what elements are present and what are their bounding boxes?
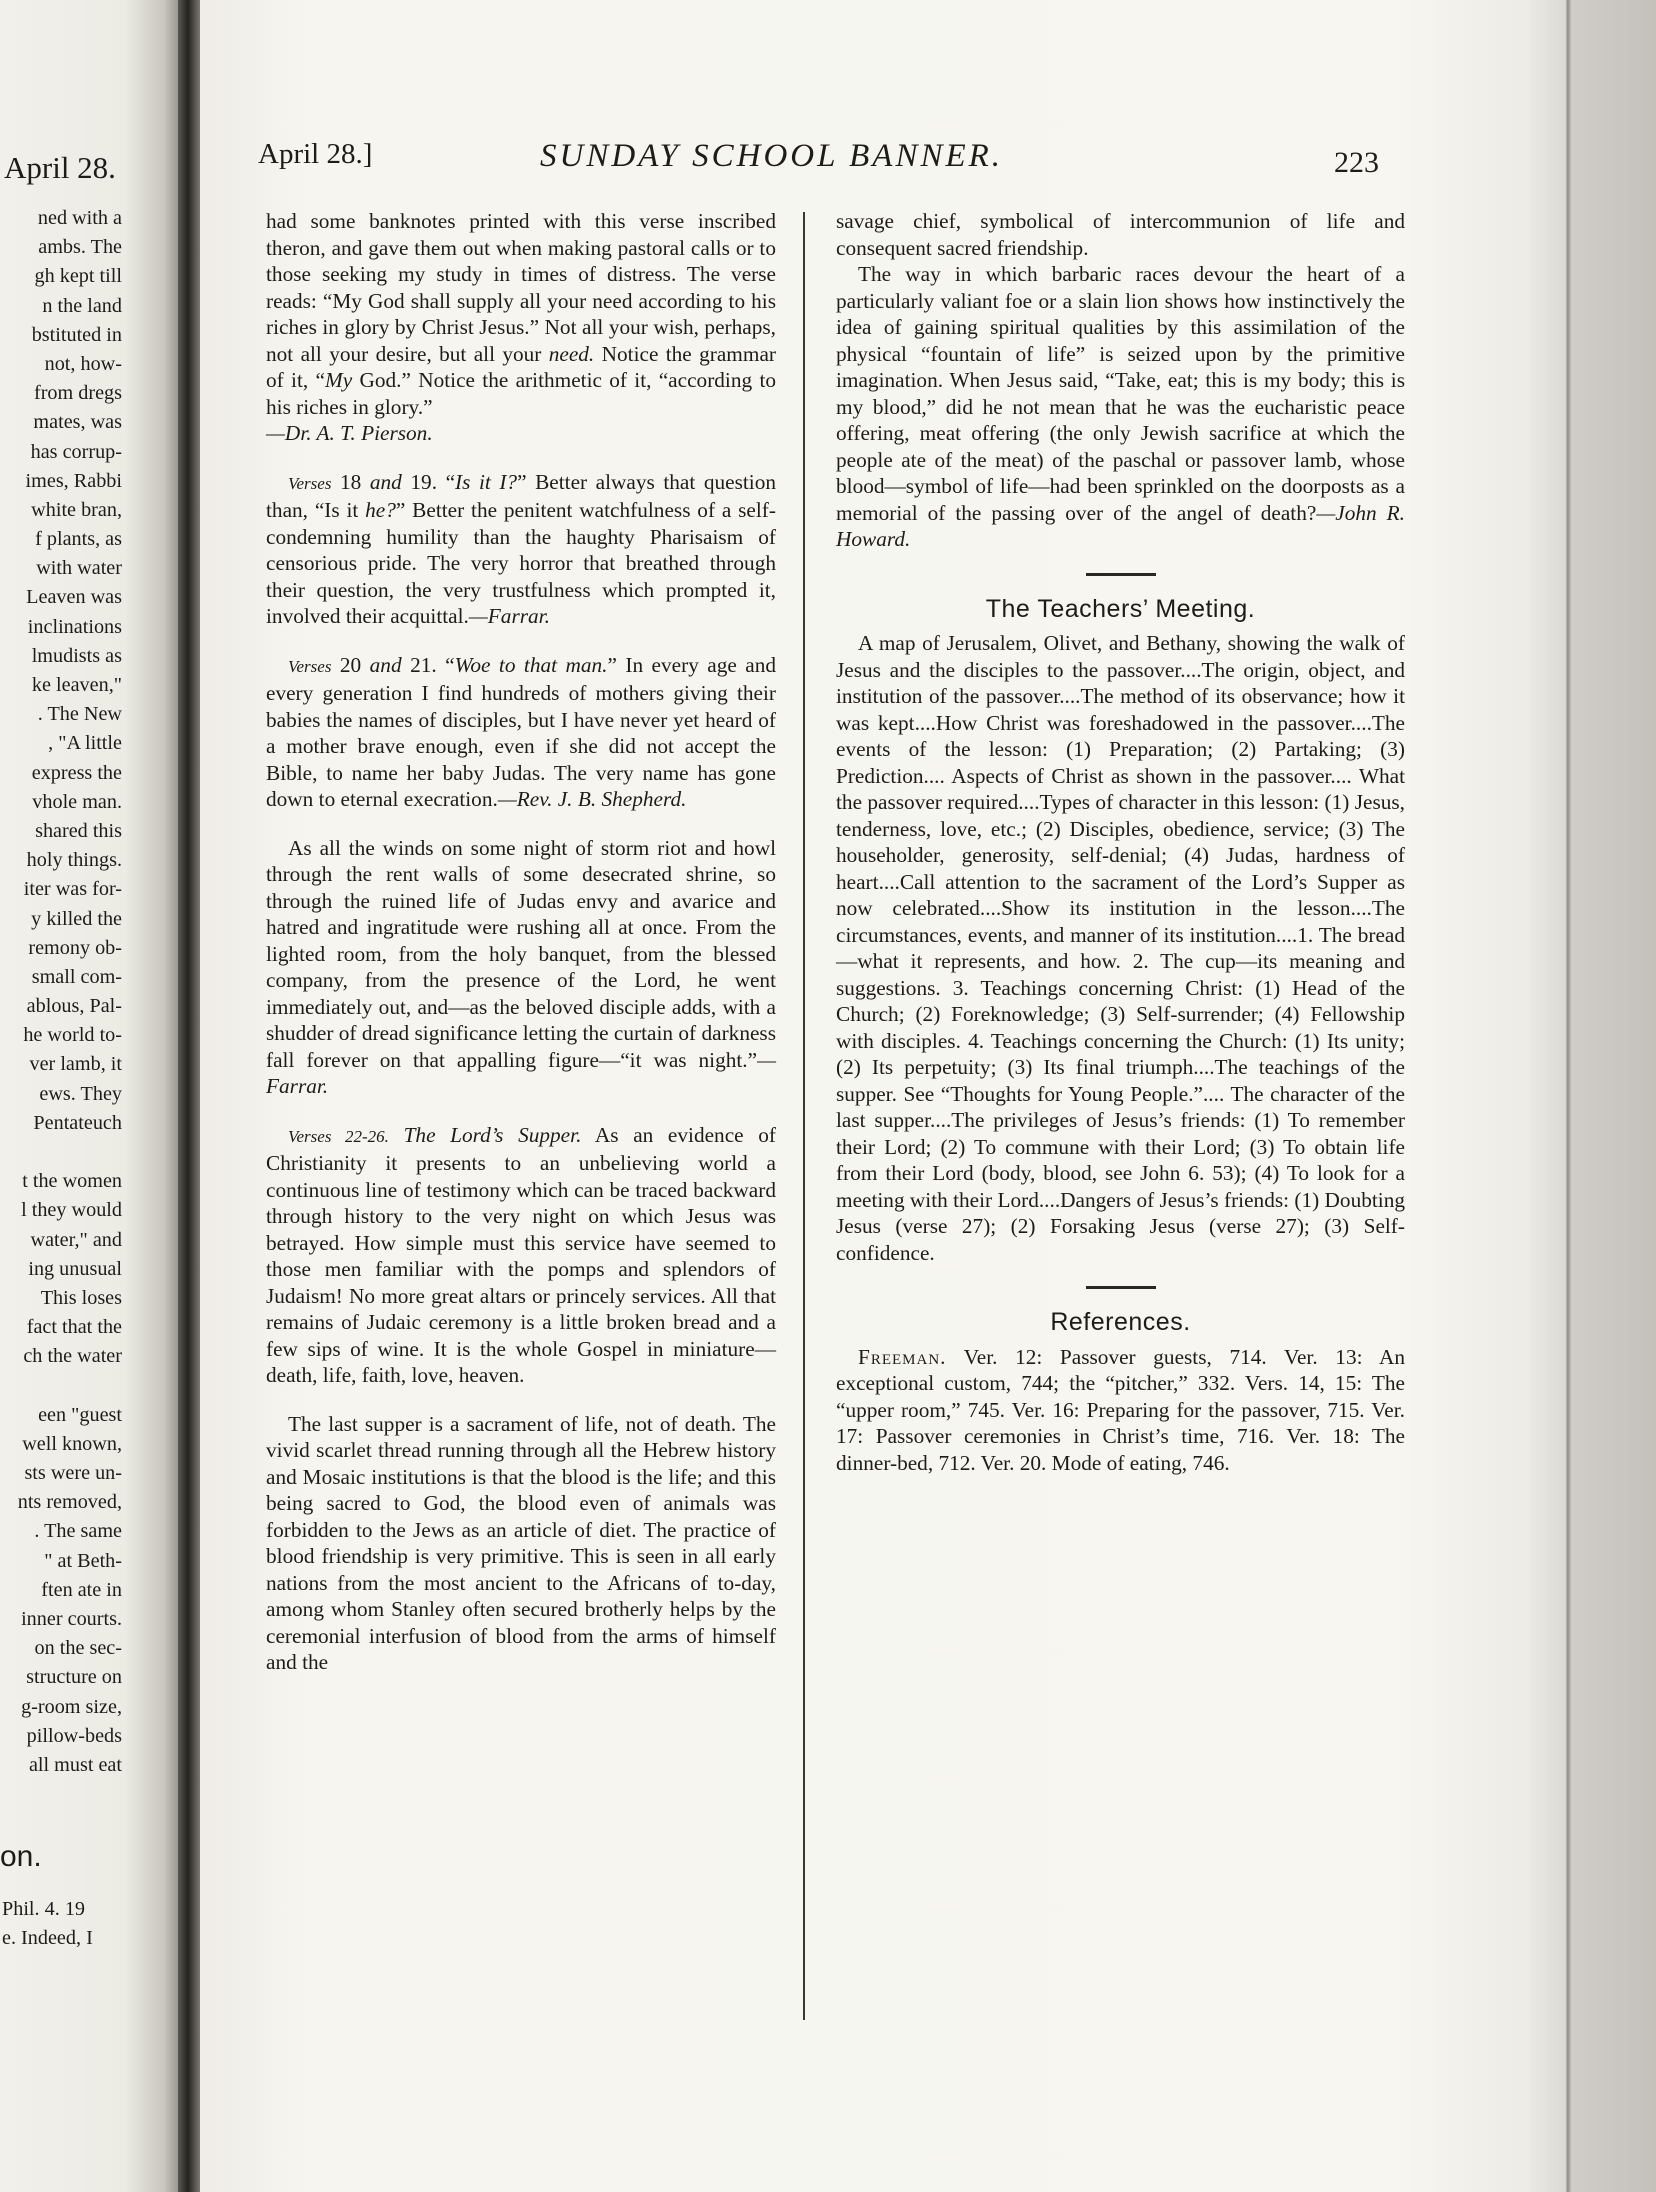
paragraph-judas: As all the winds on some night of storm riot and howl through the rent walls of some desecrated shrine, so through the ruined life of Judas envy and avarice and hatred and ingratitude were rushing all at once. From the lighted room, from the holy banquet, from the blessed company, from the presence of the Lord, he went immediately out, and—as the beloved disciple adds, with a shudder of dread significance letting the curtain of darkness fall forever on that appalling figure—“it was night.”—Farrar. — [266, 835, 776, 1098]
left-page-fragment-line: ablous, Pal- — [26, 995, 122, 1018]
left-page-fragment-line: structure on — [26, 1666, 122, 1689]
paragraph-sacrament: The last supper is a sacrament of life, not of death. The vivid scarlet thread running through all the Hebrew history and Mosaic institutions is that the blood is the life; and this being sacred to God, the blood even of animals was forbidden to the Jews as an article of diet. The practice of blood friendship is very primitive. This is seen in all early nations from the most ancient to the Africans of to-day, among whom Stanley often secured brotherly helps by the ceremonial interfusion of blood from the arms of himself and the — [266, 1411, 776, 1674]
left-page-fragment-line — [0, 1138, 122, 1167]
left-page-fragment-line: gh kept till — [34, 265, 122, 288]
left-page-section-fragment: on. — [0, 1840, 42, 1873]
left-page-fragment-line: fact that the — [26, 1316, 122, 1339]
left-page-fragment-line: lmudists as — [31, 644, 122, 667]
left-page-fragment-line: This loses — [40, 1286, 122, 1309]
running-head — [200, 138, 1530, 188]
left-page-fragment-line: has corrup- — [30, 440, 122, 463]
references-text: Freeman. Ver. 12: Passover guests, 714. Ver. 13: An exceptional custom, 744; the “pitcher,” 332. Vers. 14, 15: The “upper room,” 745. Ver. 16: Preparing for the passover, 715. Ver. 17: Passover ceremonies in Christ’s time, 716. Ver. 18: The dinner-bed, 712. Ver. 20. Mode of eating, 746. — [836, 1344, 1405, 1475]
attribution: —John R. Howard. — [836, 500, 1405, 551]
left-page-fragment-line: he world to- — [23, 1024, 122, 1047]
left-page-fragment-line: not, how- — [44, 352, 122, 375]
attribution: —Farrar. — [468, 604, 550, 628]
left-page-fragment-line: nts removed, — [17, 1491, 122, 1514]
left-page-fragment-line: ambs. The — [38, 236, 122, 259]
attribution: —Dr. A. T. Pierson. — [266, 421, 433, 445]
left-page-fragment-line: pillow-beds — [26, 1724, 122, 1747]
left-page-fragment-line: ke leaven," — [31, 674, 122, 696]
left-page-fragment-line: " at Beth- — [44, 1549, 122, 1572]
paragraph-verses-20-21: Verses 20 and 21. “Woe to that man.” In every age and every generation I find hundreds of mothers giving their babies the names of disciples, but I have never yet heard of a mother brave enough, even if she did not accept the Bible, to name her baby Judas. The very name has gone down to eternal execration.—Rev. J. B. Shepherd. — [266, 652, 777, 811]
left-page-fragment-line: all must eat — [28, 1753, 122, 1776]
left-page-text-fragments — [0, 204, 122, 1780]
left-page-fragment-line: Leaven was — [26, 586, 122, 609]
left-page-fragment-line: mates, was — [33, 411, 122, 434]
journal-title: SUNDAY SCHOOL BANNER. — [540, 138, 1004, 174]
attribution: —Farrar. — [266, 1047, 776, 1098]
left-page-fragment-line: vhole man. — [32, 790, 122, 813]
left-page-fragment-line: on the sec- — [34, 1637, 122, 1660]
left-page-fragment-line: remony ob- — [28, 936, 122, 959]
paragraph-verses-18-19: Verses 18 and 19. “Is it I?” Better always that question than, “Is it he?” Better the penitent watchfulness of a self-condemning humility than the haughty Pharisaism of censorious pride. The very horror that breathed through their question, the very trustfulness which prompted it, involved their acquittal.—Farrar. — [266, 469, 777, 628]
left-page-fragment-line: iter was for- — [23, 878, 122, 901]
left-page-fragment-line: well known, — [22, 1432, 122, 1455]
main-page — [200, 0, 1530, 2192]
book-gutter — [178, 0, 200, 2192]
left-page-fragment-line: sts were un- — [24, 1462, 122, 1485]
left-page-fragment-line: n the land — [42, 294, 122, 317]
left-page-fragment-line: ing unusual — [28, 1257, 122, 1280]
paragraph-savage-chief: savage chief, symbolical of intercommunion of life and consequent sacred friendship. — [836, 209, 1405, 260]
left-page-fragment-line: water," and — [30, 1228, 122, 1251]
teachers-meeting-text: A map of Jerusalem, Olivet, and Bethany, showing the walk of Jesus and the disciples to the passover....The origin, object, and institution of the passover....The method of its observance; how it was kept....How Christ was foreshadowed in the passover....The events of the lesson: (1) Preparation; (2) Partaking; (3) Prediction.... Aspects of Christ as shown in the passover.... What the passover required....Types of character in this lesson: (1) Jesus, tenderness, love, etc.; (2) Disciples, obedience, service; (3) The householder, generosity, self-denial; (4) Judas, hardness of heart....Call attention to the sacrament of the Lord’s Supper as now celebrated....Show its institution in the lesson....The circumstances, events, and manner of its institution....1. The bread—what it represents, and how. 2. The cup—its meaning and suggestions. 3. Teachings concerning Christ: (1) Head of the Church; (2) Foreknowledge; (3) Self-surrender; (4) Fellowship with disciples. 4. Teachings concerning the Church: (1) Its unity; (2) Its perpetuity; (3) Its final triumph....The teachings of the supper. See “Thoughts for Young People.”.... The character of the last supper....The privileges of Jesus’s friends: (1) To remember their Lord; (2) To commune with their Lord; (3) To obtain life from their Lord (body, blood, see John 6. 53); (4) To look for a meeting with their Lord....Dangers of Jesus’s friends: (1) Doubting Jesus (verse 27); (2) Forsaking Jesus (verse 27); (3) Self-confidence. — [836, 631, 1405, 1265]
left-page-fragment-line: inner courts. — [21, 1608, 122, 1630]
left-page-fragment-line: express the — [31, 761, 122, 784]
left-page-fragment-line: een "guest — [38, 1403, 122, 1426]
page-edge — [1530, 0, 1656, 2192]
left-column — [266, 208, 776, 1676]
left-page-fragment-line: . The New — [37, 703, 122, 726]
left-page-fragment-line: shared this — [35, 819, 122, 842]
left-page-fragment-line: holy things. — [26, 849, 122, 872]
left-page-header: April 28. — [4, 150, 116, 185]
references-heading: References. — [1050, 1308, 1191, 1336]
section-rule — [1086, 573, 1156, 576]
left-page-fragment-line — [0, 1372, 122, 1401]
left-page-fragment-line: from dregs — [33, 382, 122, 405]
left-page-fragment-line: f plants, as — [35, 528, 122, 551]
column-divider — [803, 212, 805, 2020]
left-page-fragment-line: t the women — [22, 1170, 122, 1193]
teachers-meeting-heading: The Teachers’ Meeting. — [985, 594, 1256, 623]
left-page-fragment-line: small com- — [31, 965, 122, 988]
left-page-bottom-line: Phil. 4. 19 — [2, 1898, 86, 1920]
left-facing-page — [0, 0, 178, 2192]
left-page-fragment-line: y killed the — [31, 907, 122, 930]
attribution: —Rev. J. B. Shepherd. — [497, 787, 687, 811]
left-page-fragment-line: bstituted in — [31, 323, 122, 346]
left-page-fragment-line: ch the water — [23, 1345, 122, 1368]
section-rule — [1086, 1286, 1156, 1289]
left-page-fragment-line: ver lamb, it — [29, 1053, 122, 1076]
right-column — [836, 208, 1405, 1476]
issue-date: April 28.] — [258, 138, 373, 170]
left-page-bottom-line: e. Indeed, I — [2, 1927, 93, 1950]
paragraph-lords-supper: Verses 22-26. The Lord’s Supper. As an evidence of Christianity it presents to an unbelieving world a continuous line of testimony which can be traced backward through history to the very night on which Jesus was betrayed. How simple must this service have seemed to those men familiar with the pomps and splendors of Judaism! No more great altars or princely services. All that remains of Judaic ceremony is a little broken bread and a few sips of wine. It is the whole Gospel in miniature—death, life, faith, love, heaven. — [266, 1122, 776, 1387]
paragraph-pierson: had some banknotes printed with this verse inscribed theron, and gave them out when making pastoral calls or to those seeking my study in times of distress. The verse reads: “My God shall supply all your need according to his riches in glory by Christ Jesus.” Not all your wish, perhaps, not all your desire, but all your need. Notice the grammar of it, “My God.” Notice the arithmetic of it, “according to his riches in glory.” —Dr. A. T. Pierson. — [266, 209, 777, 445]
left-page-fragment-line: inclinations — [27, 615, 122, 638]
left-page-fragment-line: ned with a — [37, 207, 122, 229]
left-page-bottom-fragments — [0, 1895, 175, 1953]
paragraph-barbaric-races: The way in which barbaric races devour the heart of a particularly valiant foe or a slain lion shows how instinctively the idea of gaining spiritual qualities by this assimilation of the physical “fountain of life” is seized upon by the primitive imagination. When Jesus said, “Take, eat; this is my body; this is my blood,” did he not mean that he was the eucharistic peace offering, meat offering (the only Jewish sacrifice at which the people ate of the meat) of the paschal or passover lamb, whose blood—symbol of life—had been sprinkled on the doorposts as a memorial of the passing over of the angel of death?—John R. Howard. — [836, 262, 1405, 551]
left-page-fragment-line: imes, Rabbi — [25, 469, 122, 492]
left-page-fragment-line: with water — [36, 557, 122, 580]
left-page-fragment-line: white bran, — [31, 498, 122, 521]
left-page-fragment-line: ften ate in — [41, 1578, 122, 1601]
left-page-fragment-line: Pentateuch — [33, 1111, 122, 1134]
left-page-fragment-line: , "A little — [48, 732, 122, 755]
left-page-fragment-line: l they would — [21, 1199, 122, 1222]
left-page-fragment-line: . The same — [34, 1520, 122, 1543]
page-number: 223 — [1334, 146, 1379, 179]
left-page-fragment-line: g-room size, — [21, 1695, 122, 1718]
left-page-fragment-line: ews. They — [39, 1082, 122, 1105]
